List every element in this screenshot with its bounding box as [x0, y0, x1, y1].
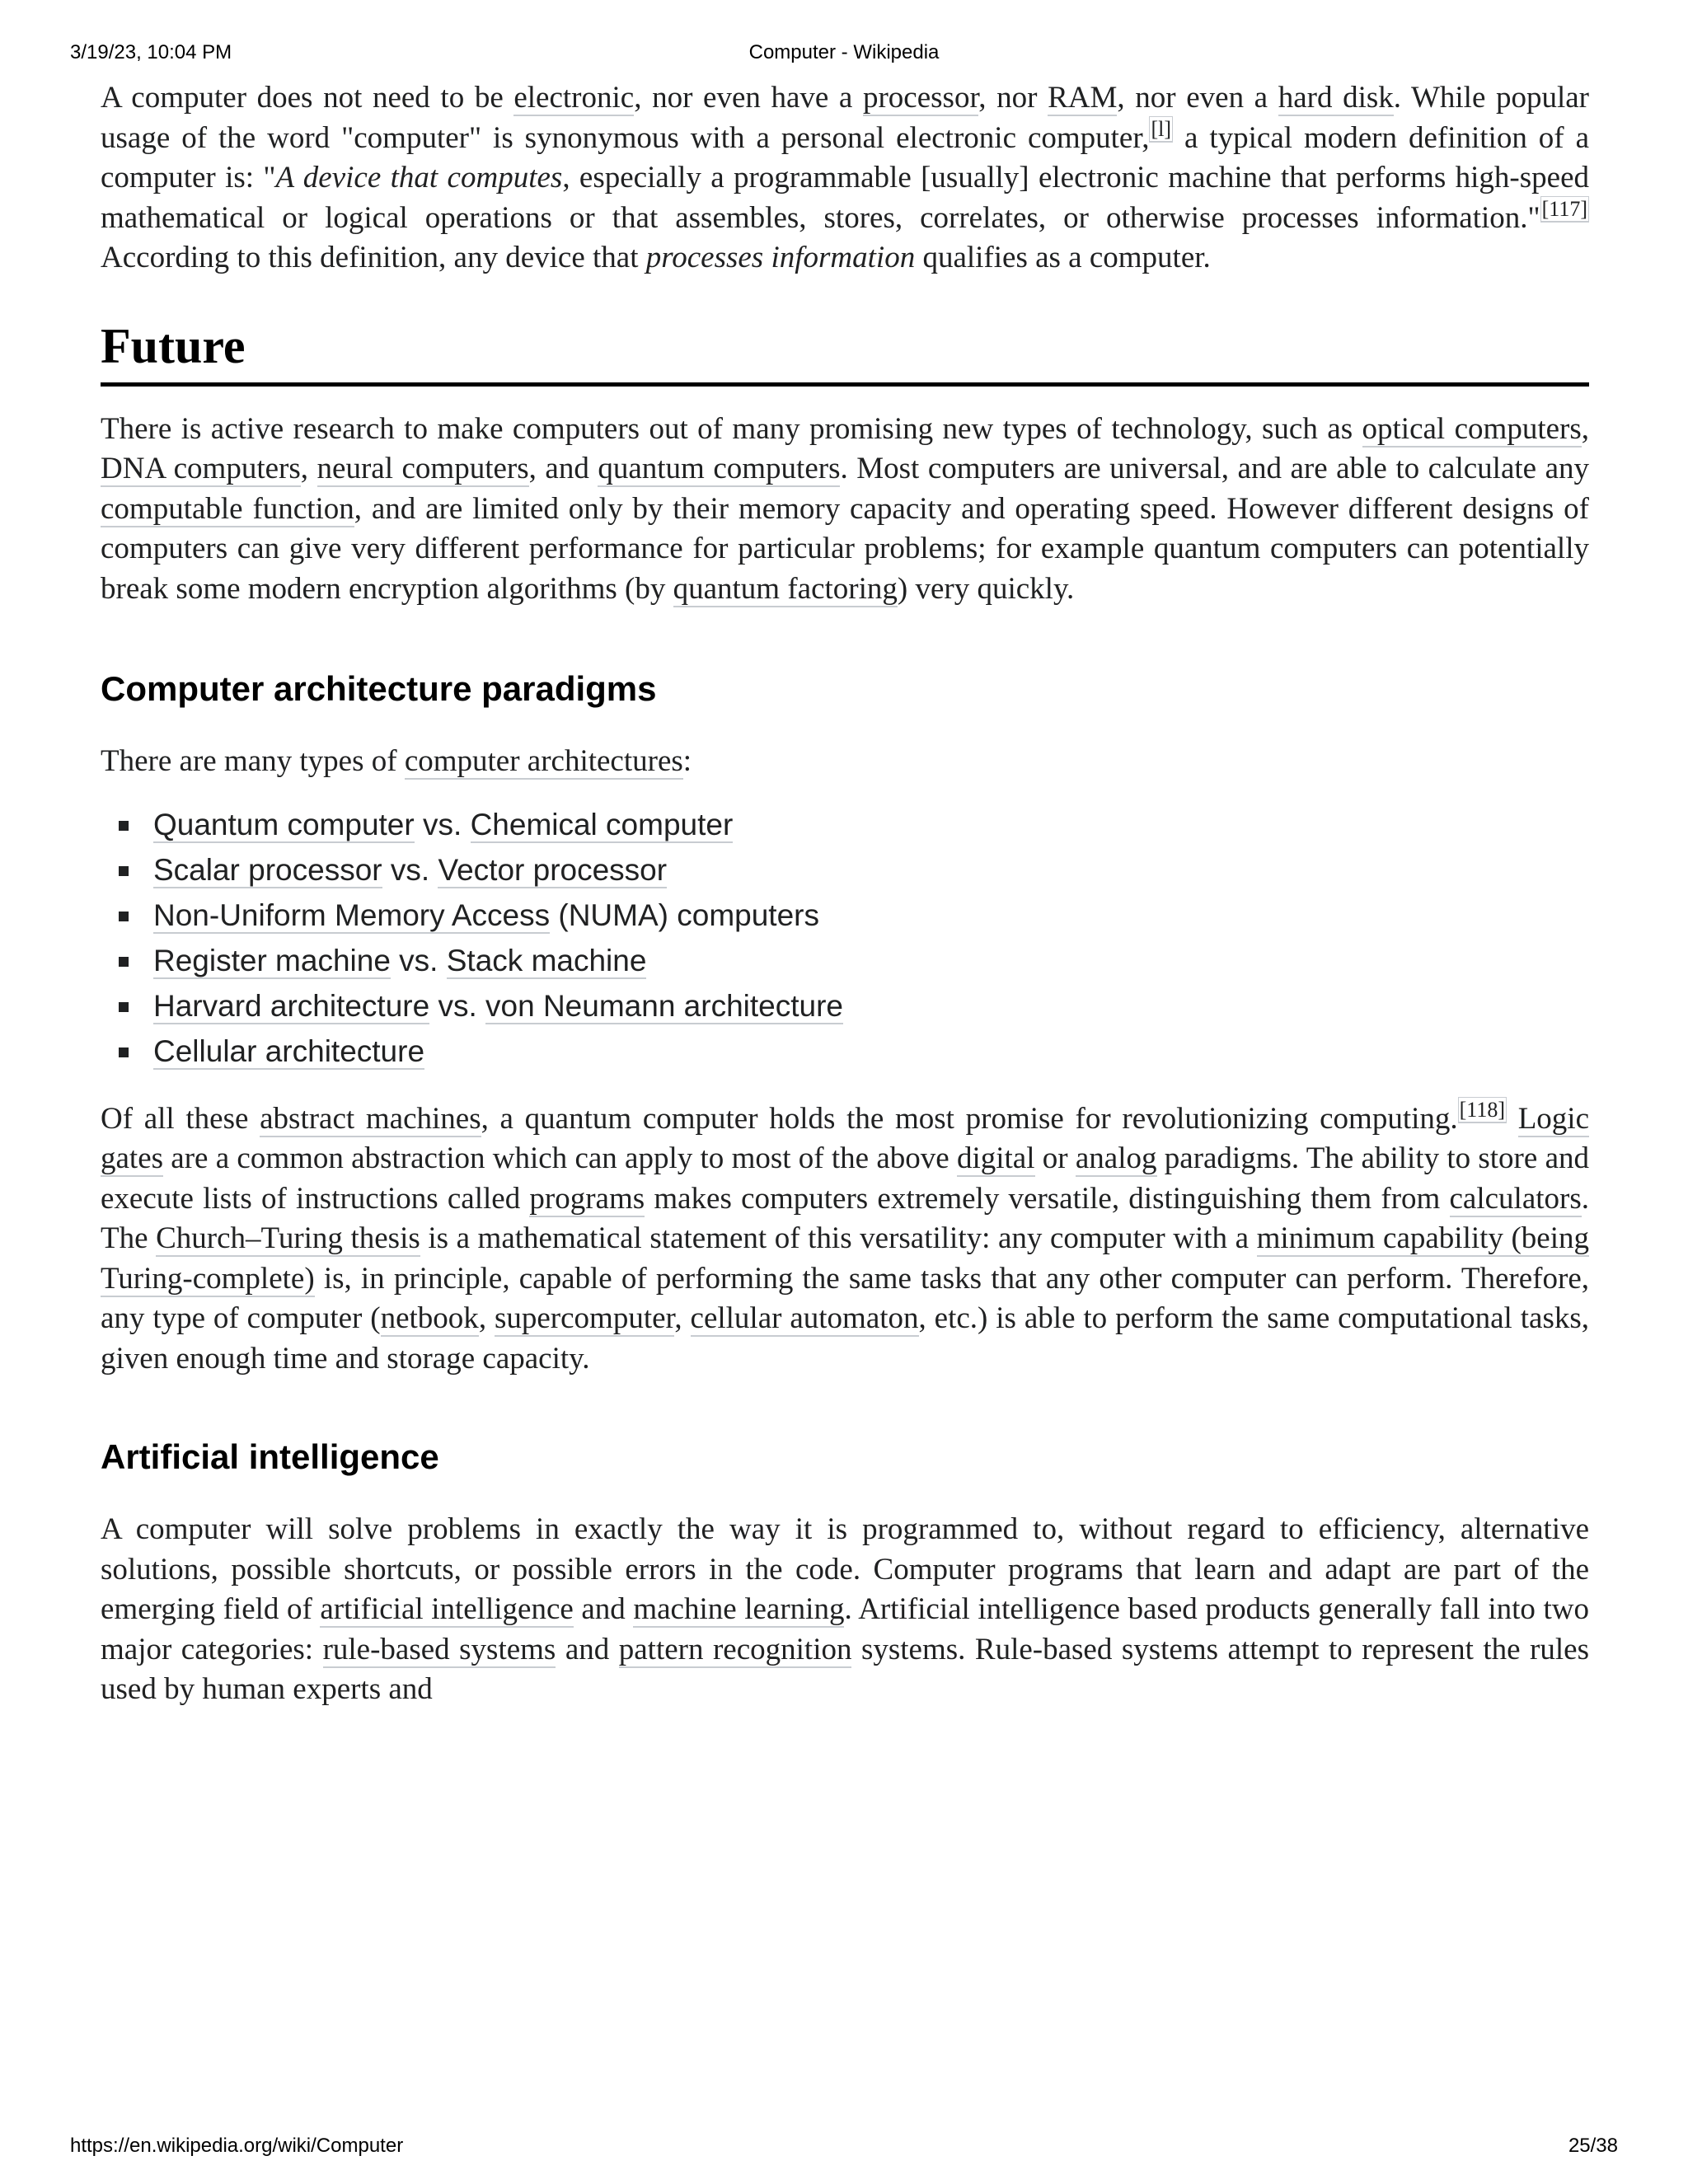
link-hard-disk[interactable]: hard disk [1278, 81, 1394, 115]
subsection-heading-architecture: Computer architecture paradigms [101, 669, 657, 708]
link-computable-function[interactable]: computable function [101, 491, 354, 526]
link-chemical-computer[interactable]: Chemical computer [470, 807, 734, 841]
subsection-heading-ai: Artificial intelligence [101, 1437, 439, 1476]
link-logic-gates[interactable]: Logic gates [101, 1101, 1590, 1175]
emphasis-text: A device that computes [275, 161, 563, 194]
bullet-icon [119, 957, 129, 967]
citation-ref[interactable]: [117] [1541, 197, 1587, 222]
link-ram[interactable]: RAM [1048, 81, 1118, 115]
link-digital[interactable]: digital [956, 1141, 1035, 1175]
link-cellular-architecture[interactable]: Cellular architecture [153, 1033, 425, 1068]
link-pattern-recognition[interactable]: pattern recognition [618, 1632, 852, 1666]
bullet-icon [119, 821, 129, 831]
bullet-icon [119, 866, 129, 876]
bullet-icon [119, 912, 129, 921]
link-numa[interactable]: Non-Uniform Memory Access [153, 898, 551, 932]
link-supercomputer[interactable]: supercomputer [494, 1301, 675, 1335]
link-register-machine[interactable]: Register machine [153, 943, 391, 977]
link-dna-computers[interactable]: DNA computers [101, 452, 301, 485]
citation-ref[interactable]: [118] [1459, 1098, 1505, 1122]
link-cellular-automaton[interactable]: cellular automaton [690, 1301, 919, 1335]
link-harvard-architecture[interactable]: Harvard architecture [153, 988, 430, 1023]
link-electronic[interactable]: electronic [513, 81, 635, 115]
article-content [101, 78, 1589, 1710]
link-programs[interactable]: programs [529, 1181, 645, 1216]
link-church-turing-thesis[interactable]: Church–Turing thesis [156, 1221, 420, 1255]
future-paragraph: There is active research to make computers out of many promising new types of technology, such as optical computers, DNA computers, neural computers, and quantum computers. Most computers are universal, and are able to calculate any computable function, and are limited only by their memory capacity and operating speed. However different designs of computers can give very different performance for particular problems; for example quantum computers can potentially break some modern encryption algorithms (by quantum factoring) very quickly. [101, 411, 1590, 606]
list-item [101, 1029, 1589, 1074]
link-machine-learning[interactable]: machine learning [633, 1592, 845, 1626]
link-stack-machine[interactable]: Stack machine [446, 943, 647, 977]
list-item: Quantum computer vs. Chemical computer [101, 802, 1589, 847]
page-number: 25/38 [1568, 2135, 1618, 2157]
link-quantum-factoring[interactable]: quantum factoring [673, 571, 898, 606]
list-item: Non-Uniform Memory Access (NUMA) computers [101, 893, 1589, 938]
list-item: Harvard architecture vs. von Neumann architecture [101, 983, 1589, 1029]
print-timestamp: 3/19/23, 10:04 PM [70, 41, 232, 63]
link-abstract-machines[interactable]: abstract machines [260, 1101, 481, 1136]
link-rule-based-systems[interactable]: rule-based systems [322, 1632, 556, 1666]
bullet-icon [119, 1002, 129, 1012]
link-neural-computers[interactable]: neural computers [316, 452, 529, 485]
citation-ref[interactable]: [l] [1151, 117, 1171, 142]
print-header [0, 41, 1688, 69]
architecture-intro: There are many types of computer architectures: [101, 744, 692, 778]
link-quantum-computers[interactable]: quantum computers [598, 452, 841, 485]
intro-paragraph: A computer does not need to be electronic, nor even have a processor, nor RAM, nor even a hard disk. While popular usage of the word "computer" is synonymous with a personal electronic computer,[l] a typical modern definition of a computer is: "A device that computes, especially a programmable [usually] electronic machine that performs high-speed mathematical or logical operations or that assembles, stores, correlates, or otherwise processes information."[117] According to this definition, any device that processes information qualifies as a computer. [101, 81, 1590, 274]
link-computer-architectures[interactable]: computer architectures [404, 744, 683, 778]
print-url: https://en.wikipedia.org/wiki/Computer [70, 2135, 404, 2157]
link-scalar-processor[interactable]: Scalar processor [153, 852, 382, 887]
section-heading-future: Future [101, 315, 1589, 387]
print-footer [0, 2135, 1688, 2163]
link-calculators[interactable]: calculators [1449, 1181, 1582, 1216]
architecture-paragraph: Of all these abstract machines, a quantum computer holds the most promise for revolutionizing computing.[118] Logic gates are a common abstraction which can apply to most of the above digital or analog paradigms. The ability to store and execute lists of instructions called programs makes computers extremely versatile, distinguishing them from calculators. The Church–Turing thesis is a mathematical statement of this versatility: any computer with a minimum capability (being Turing-complete) is, in principle, capable of performing the same tasks that any other computer can perform. Therefore, any type of computer (netbook, supercomputer, cellular automaton, etc.) is able to perform the same computational tasks, given enough time and storage capacity. [101, 1098, 1590, 1376]
link-artificial-intelligence[interactable]: artificial intelligence [320, 1592, 574, 1626]
link-turing-complete[interactable]: minimum capability (being Turing-complete) [101, 1221, 1589, 1296]
list-item: Register machine vs. Stack machine [101, 938, 1589, 983]
list-item: Scalar processor vs. Vector processor [101, 847, 1589, 893]
link-quantum-computer[interactable]: Quantum computer [153, 807, 415, 841]
link-optical-computers[interactable]: optical computers [1362, 411, 1582, 446]
link-von-neumann-architecture[interactable]: von Neumann architecture [485, 988, 843, 1023]
link-netbook[interactable]: netbook [380, 1301, 479, 1335]
link-analog[interactable]: analog [1075, 1141, 1157, 1175]
architecture-list [101, 802, 1589, 1074]
ai-paragraph: A computer will solve problems in exactly the way it is programmed to, without regard to efficiency, alternative solutions, possible shortcuts, or possible errors in the code. Computer programs that learn and adapt are part of the emerging field of artificial intelligence and machine learning. Artificial intelligence based products generally fall into two major categories: rule-based systems and pattern recognition systems. Rule-based systems attempt to represent the rules used by human experts and [101, 1512, 1589, 1706]
bullet-icon [119, 1047, 129, 1057]
link-processor[interactable]: processor [862, 81, 979, 115]
link-vector-processor[interactable]: Vector processor [438, 852, 668, 887]
print-page-title: Computer - Wikipedia [748, 41, 940, 63]
emphasis-text: processes information [645, 241, 916, 274]
